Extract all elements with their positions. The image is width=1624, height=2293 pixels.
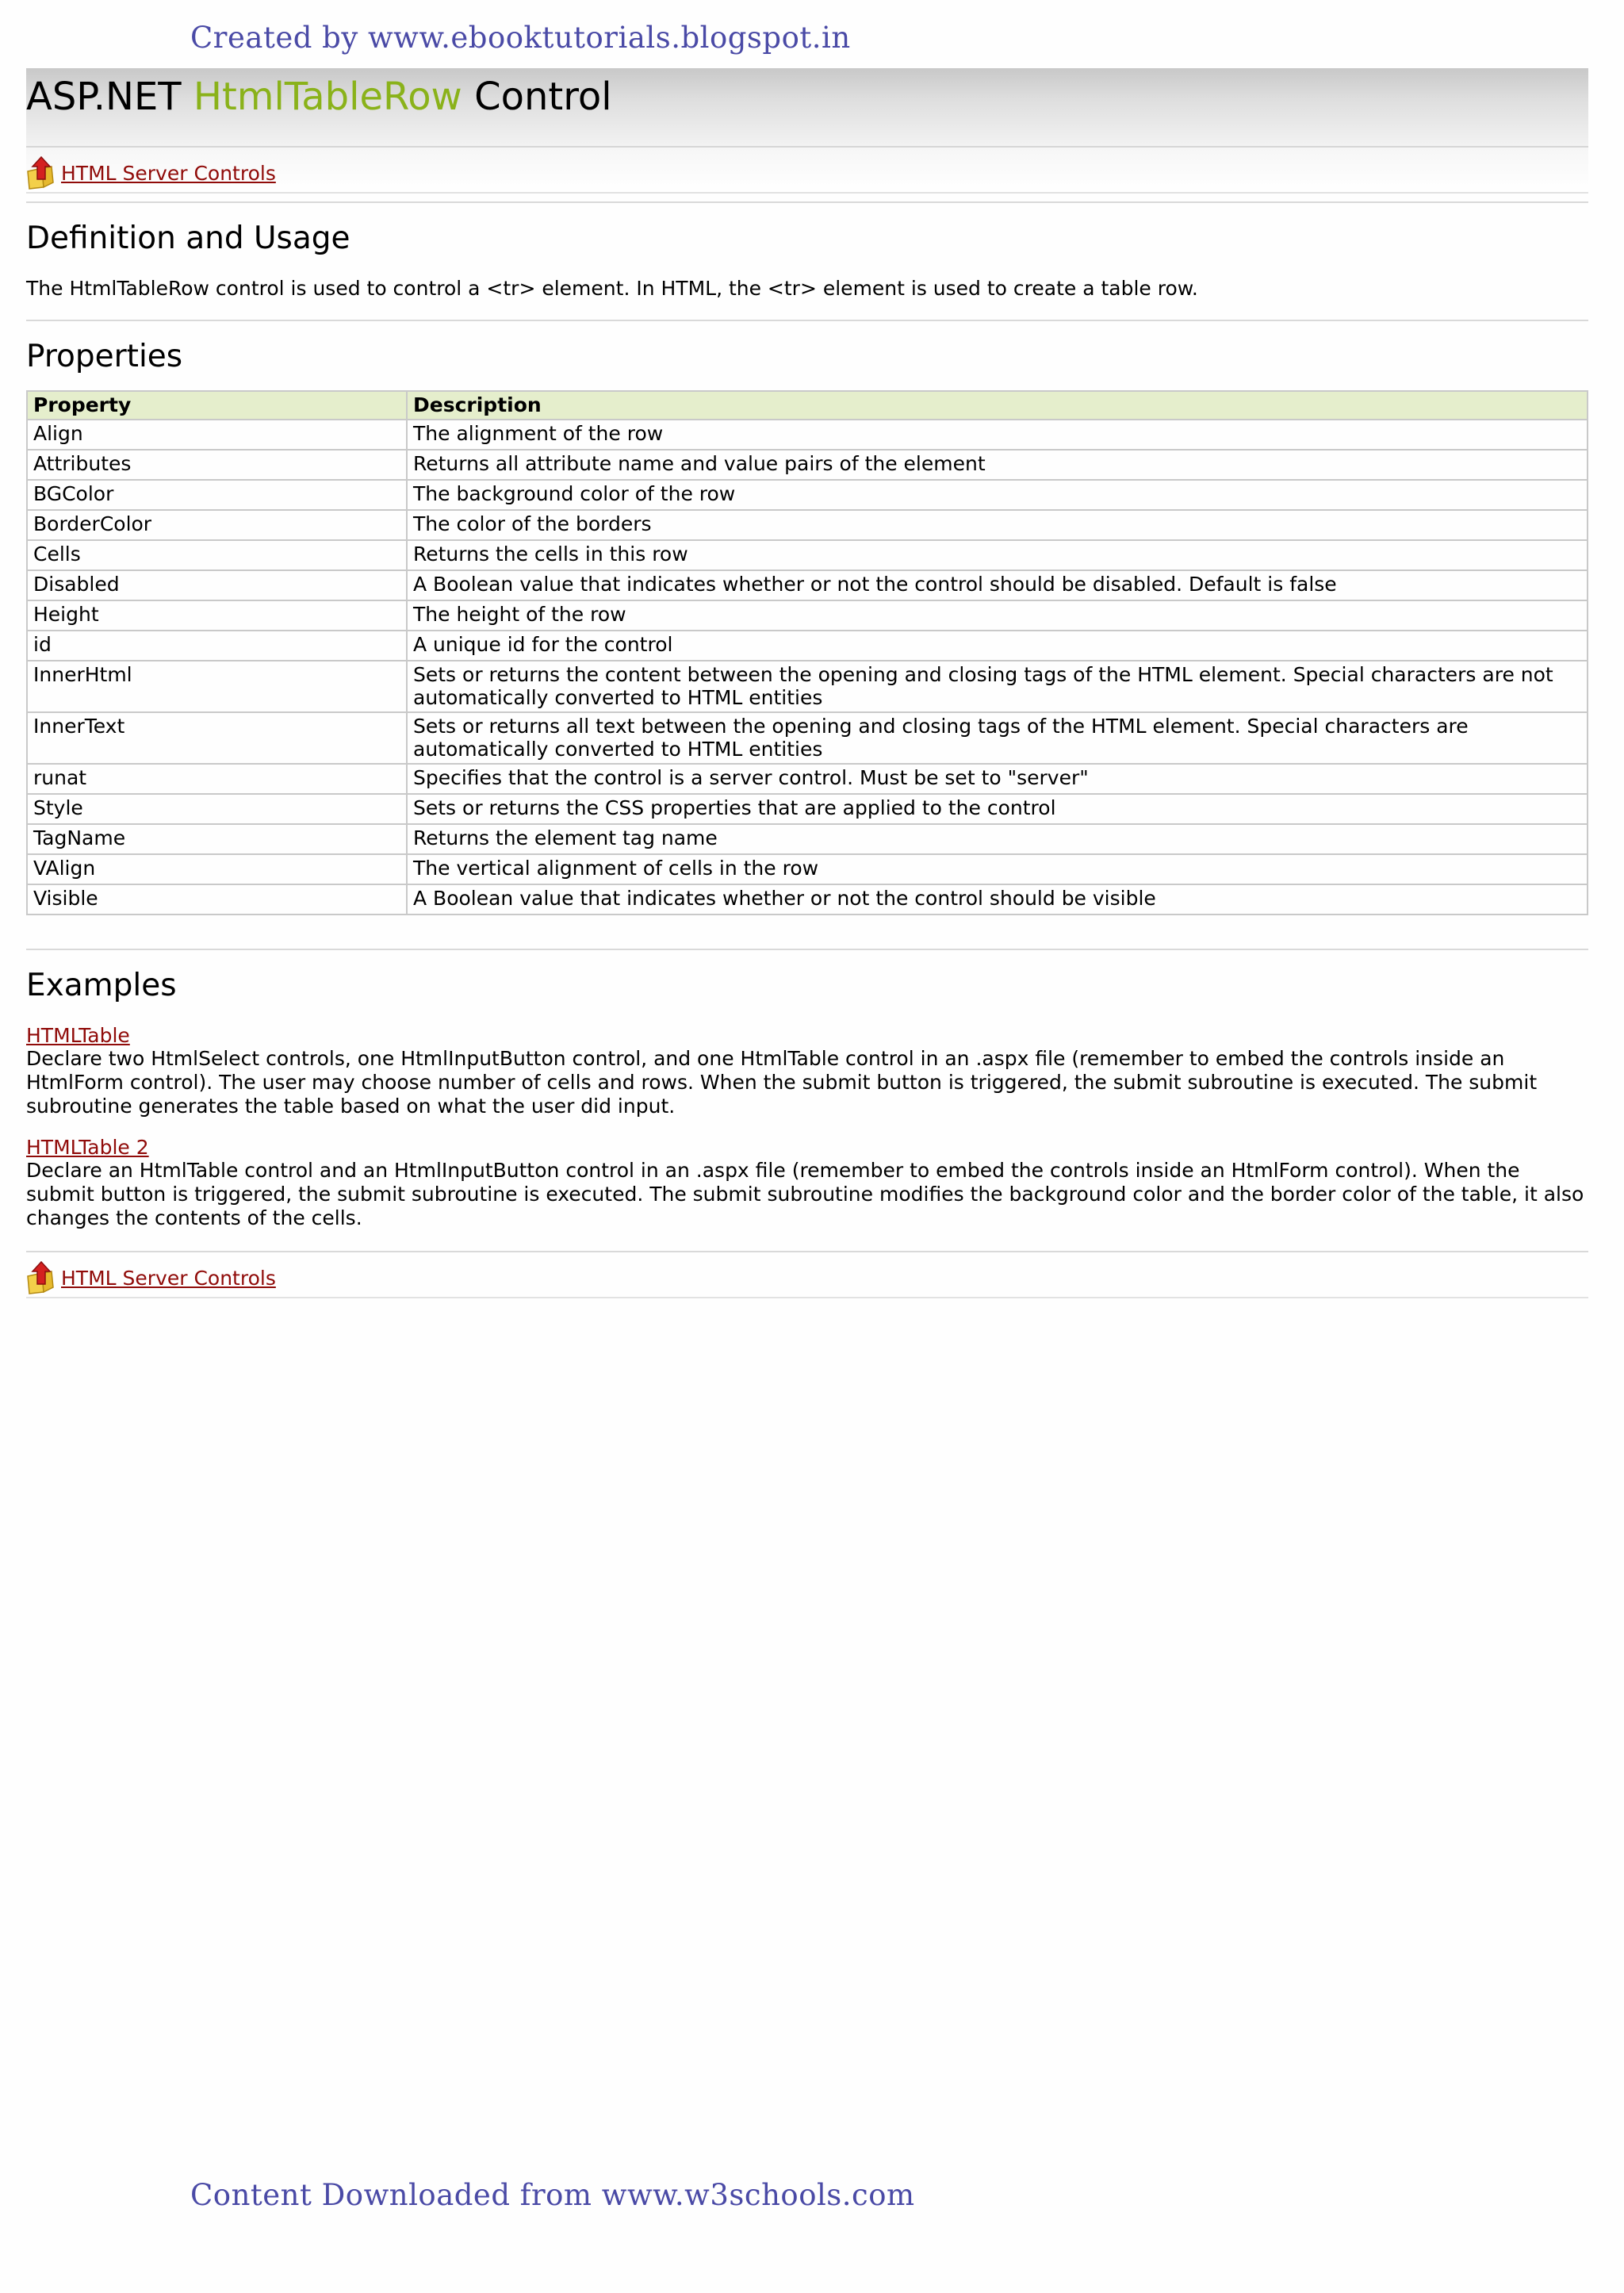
table-row [27,600,1588,631]
property-description: Returns the element tag name [407,824,1588,854]
property-name: Style [27,794,407,824]
table-row [27,510,1588,540]
property-name: BGColor [27,480,407,510]
page-title [26,75,612,119]
page-content [26,68,1588,1298]
property-name: InnerText [27,712,407,764]
example-description: Declare an HtmlTable control and an HtmlInputButton control in an .aspx file (remember to embed the controls inside an HtmlForm control). When the submit button is triggered, the submit subroutine is executed. The submit subroutine modifies the background color and the border color of the table, it also changes the contents of the cells. [26,1159,1584,1229]
table-row [27,450,1588,480]
folder-up-arrow-icon [26,1260,58,1295]
table-header-row [27,391,1588,420]
nav-link-label: HTML Server Controls [61,161,276,185]
property-description: Returns all attribute name and value pairs of the element [407,450,1588,480]
property-name: Disabled [27,570,407,600]
title-suffix: Control [474,75,612,119]
example-description: Declare two HtmlSelect controls, one HtmlInputButton control, and one HtmlTable control in an .aspx file (remember to embed the controls inside an HtmlForm control). The user may choose number of cells and rows. When the submit button is triggered, the submit subroutine is executed. The submit subroutine generates the table based on what the user did input. [26,1047,1538,1118]
nav-link-label: HTML Server Controls [61,1266,276,1290]
table-row [27,824,1588,854]
property-description: Specifies that the control is a server control. Must be set to "server" [407,764,1588,794]
table-row [27,480,1588,510]
property-name: Height [27,600,407,631]
nav-bar-top [26,148,1588,194]
property-name: Align [27,420,407,450]
example-link-htmltable[interactable]: HTMLTable [26,1024,130,1047]
definition-text: The HtmlTableRow control is used to control a <tr> element. In HTML, the <tr> element is used to create a table row. [26,277,1198,300]
definition-heading: Definition and Usage [26,220,350,256]
divider [26,320,1588,321]
property-name: id [27,631,407,661]
property-description: A Boolean value that indicates whether or not the control should be visible [407,884,1588,915]
property-description: Sets or returns the content between the opening and closing tags of the HTML element. Special characters are not automatically converted to HTML entities [407,661,1588,712]
property-name: Cells [27,540,407,570]
table-row [27,631,1588,661]
property-description: The background color of the row [407,480,1588,510]
property-name: runat [27,764,407,794]
property-name: BorderColor [27,510,407,540]
table-row [27,420,1588,450]
title-bar [26,68,1588,148]
divider [26,949,1588,950]
property-name: Attributes [27,450,407,480]
property-description: Returns the cells in this row [407,540,1588,570]
column-header-description: Description [407,391,1588,420]
title-prefix: ASP.NET [26,75,182,119]
property-name: Visible [27,884,407,915]
nav-bar-bottom [26,1252,1588,1298]
example-link-htmltable-2[interactable]: HTMLTable 2 [26,1136,149,1159]
table-row [27,661,1588,712]
table-row [27,540,1588,570]
table-row [27,854,1588,884]
property-description: The alignment of the row [407,420,1588,450]
property-name: InnerHtml [27,661,407,712]
column-header-property: Property [27,391,407,420]
example-item [26,1136,1588,1230]
table-row [27,570,1588,600]
property-description: The color of the borders [407,510,1588,540]
table-row [27,884,1588,915]
property-description: The height of the row [407,600,1588,631]
html-server-controls-link-top[interactable] [26,155,276,190]
properties-heading: Properties [26,339,183,374]
properties-table [26,390,1588,915]
divider [26,201,1588,203]
examples-heading: Examples [26,968,177,1003]
watermark-bottom: Content Downloaded from www.w3schools.com [190,2178,915,2212]
property-description: Sets or returns the CSS properties that are applied to the control [407,794,1588,824]
watermark-top: Created by www.ebooktutorials.blogspot.in [190,21,851,55]
html-server-controls-link-bottom[interactable] [26,1260,276,1295]
folder-up-arrow-icon [26,155,58,190]
property-description: A unique id for the control [407,631,1588,661]
example-item [26,1024,1588,1118]
property-description: A Boolean value that indicates whether or not the control should be disabled. Default is false [407,570,1588,600]
title-highlight: HtmlTableRow [193,75,462,119]
table-row [27,764,1588,794]
table-row [27,794,1588,824]
property-description: Sets or returns all text between the opening and closing tags of the HTML element. Special characters are automatically converted to HTML entities [407,712,1588,764]
table-row [27,712,1588,764]
property-name: TagName [27,824,407,854]
property-name: VAlign [27,854,407,884]
property-description: The vertical alignment of cells in the row [407,854,1588,884]
